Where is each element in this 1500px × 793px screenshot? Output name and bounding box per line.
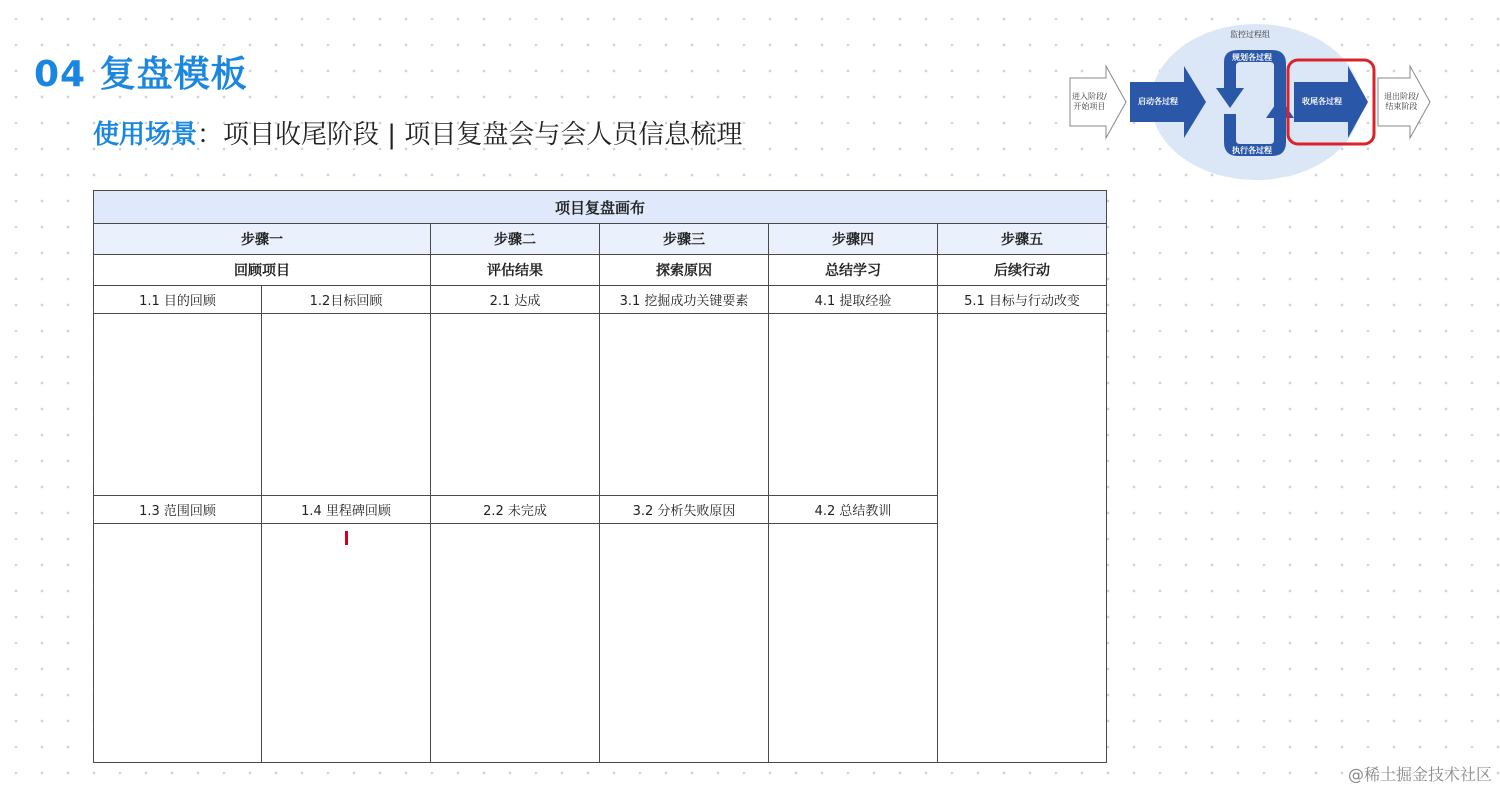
watermark: @稀土掘金技术社区 <box>1347 765 1492 784</box>
table-caption: 项目复盘画布 <box>94 191 1107 224</box>
phase-row <box>94 255 1107 286</box>
cell-1-2-header: 1.2目标回顾 <box>262 286 431 314</box>
phase-explore: 探索原因 <box>600 255 769 286</box>
step-5: 步骤五 <box>938 224 1107 255</box>
cell-5-1-input[interactable] <box>938 314 1107 763</box>
cell-2-2-header: 2.2 未完成 <box>431 496 600 524</box>
cell-3-1-input[interactable] <box>600 314 769 496</box>
cell-3-2-input[interactable] <box>600 524 769 763</box>
phase-follow-up: 后续行动 <box>938 255 1107 286</box>
subtitle-text: 项目收尾阶段 | 项目复盘会与会人员信息梳理 <box>223 120 743 150</box>
cell-1-2-input[interactable] <box>262 314 431 496</box>
subtitle-label: 使用场景 <box>93 120 198 150</box>
step-1: 步骤一 <box>94 224 431 255</box>
page-subtitle <box>93 114 742 151</box>
cell-5-1-header: 5.1 目标与行动改变 <box>938 286 1107 314</box>
cell-2-1-header: 2.1 达成 <box>431 286 600 314</box>
review-canvas-table <box>93 190 1107 763</box>
cell-4-2-input[interactable] <box>769 524 938 763</box>
cell-1-4-header: 1.4 里程碑回顾 <box>262 496 431 524</box>
cell-2-1-input[interactable] <box>431 314 600 496</box>
process-diagram-svg <box>1066 22 1436 182</box>
page-title: 04 复盘模板 <box>34 54 248 95</box>
enter-label: 进入阶段/ 开始项目 <box>1072 92 1107 111</box>
cell-1-3-input[interactable] <box>94 524 262 763</box>
table-title-row <box>94 191 1107 224</box>
exit-label: 退出阶段/ 结束阶段 <box>1384 92 1419 111</box>
cell-1-3-header: 1.3 范围回顾 <box>94 496 262 524</box>
step-row <box>94 224 1107 255</box>
phase-review: 回顾项目 <box>94 255 431 286</box>
cell-4-2-header: 4.2 总结教训 <box>769 496 938 524</box>
cell-2-2-input[interactable] <box>431 524 600 763</box>
input-row-1 <box>94 314 1107 496</box>
plan-label: 规划各过程 <box>1232 53 1272 62</box>
initiate-label: 启动各过程 <box>1138 97 1178 106</box>
phase-evaluate: 评估结果 <box>431 255 600 286</box>
step-2: 步骤二 <box>431 224 600 255</box>
step-4: 步骤四 <box>769 224 938 255</box>
cell-3-1-header: 3.1 挖掘成功关键要素 <box>600 286 769 314</box>
step-3: 步骤三 <box>600 224 769 255</box>
cell-4-1-header: 4.1 提取经验 <box>769 286 938 314</box>
cell-3-2-header: 3.2 分析失败原因 <box>600 496 769 524</box>
monitor-label: 监控过程组 <box>1230 30 1270 39</box>
cell-4-1-input[interactable] <box>769 314 938 496</box>
process-diagram <box>1066 22 1436 182</box>
close-label: 收尾各过程 <box>1302 97 1342 106</box>
cell-1-4-input[interactable] <box>262 524 431 763</box>
text-cursor <box>345 531 348 545</box>
subheading-row-1 <box>94 286 1107 314</box>
subtitle-colon: ： <box>197 120 224 150</box>
cell-1-1-input[interactable] <box>94 314 262 496</box>
phase-summarize: 总结学习 <box>769 255 938 286</box>
execute-label: 执行各过程 <box>1232 146 1272 155</box>
cell-1-1-header: 1.1 目的回顾 <box>94 286 262 314</box>
